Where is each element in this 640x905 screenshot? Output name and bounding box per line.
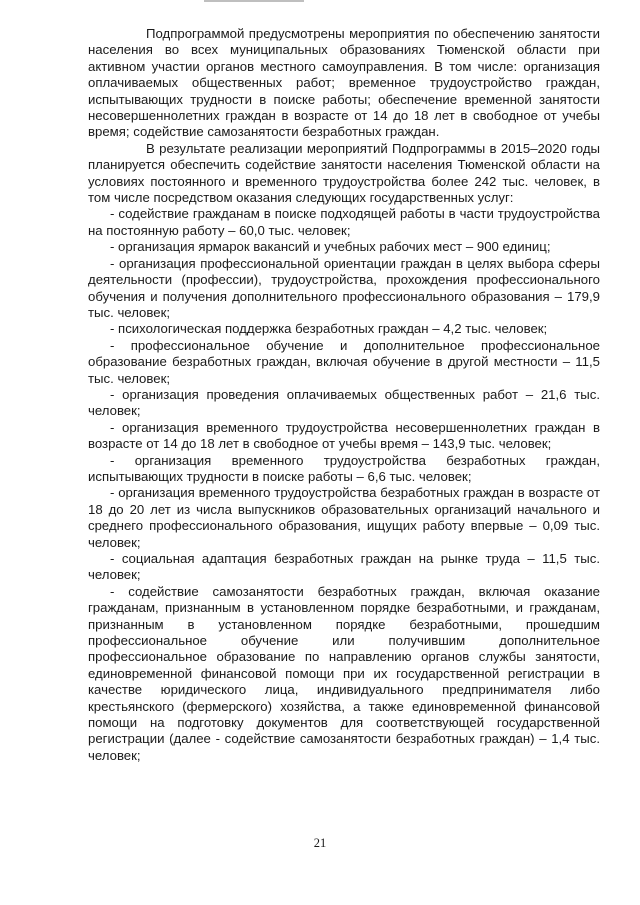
- list-item: - содействие гражданам в поиске подходящей работы в части трудоустройства на постоянную работу – 60,0 тыс. человек;: [88, 206, 600, 238]
- document-body: [88, 26, 600, 764]
- results-paragraph: В результате реализации мероприятий Подпрограммы в 2015–2020 годы планируется обеспечить содействие занятости населения Тюменской области на условиях постоянного и временного трудоустройства более 242 тыс. человек, в том числе посредством оказания следующих государственных услуг:: [88, 140, 600, 206]
- list-item: - профессиональное обучение и дополнительное профессиональное образование безработных граждан, включая обучение в другой местности – 11,5 тыс. человек;: [88, 337, 600, 386]
- list-item: - содействие самозанятости безработных граждан, включая оказание гражданам, признанным в установленном порядке безработными, и гражданам, признанным в установленном порядке безработными, прошедшим профессиональное обучение или получившим дополнительное профессиональное образование по направлению органов службы занятости, единовременной финансовой помощи при их государственной регистрации в качестве юридического лица, индивидуального предпринимателя либо крестьянского (фермерского) хозяйства, а также единовременной финансовой помощи на подготовку документов для соответствующей государственной регистрации (далее - содействие самозанятости безработных граждан) – 1,4 тыс. человек;: [88, 583, 600, 763]
- list-item: - организация временного трудоустройства безработных граждан, испытывающих трудности в поиске работы – 6,6 тыс. человек;: [88, 452, 600, 484]
- page-number: 21: [313, 836, 327, 850]
- list-item: - организация проведения оплачиваемых общественных работ – 21,6 тыс. человек;: [88, 386, 600, 419]
- list-item: - организация временного трудоустройства безработных граждан в возрасте от 18 до 20 лет из числа выпускников образовательных организаций начального и среднего профессионального образования, ищущих работу впервые – 0,09 тыс. человек;: [88, 485, 600, 550]
- intro-paragraph: Подпрограммой предусмотрены мероприятия по обеспечению занятости населения во всех муниципальных образованиях Тюменской области при активном участии органов местного самоуправления. В том числе: организация оплачиваемых общественных работ; временное трудоустройство граждан, испытывающих трудности в поиске работы; обеспечение временной занятости несовершеннолетних граждан в возрасте от 14 до 18 лет в свободное от учебы время; содействие самозанятости безработных граждан.: [88, 26, 600, 140]
- list-item: - организация ярмарок вакансий и учебных рабочих мест – 900 единиц;: [110, 239, 551, 255]
- list-item: - социальная адаптация безработных граждан на рынке труда – 11,5 тыс. человек;: [88, 551, 600, 583]
- list-item: - психологическая поддержка безработных граждан – 4,2 тыс. человек;: [110, 321, 548, 337]
- list-item: - организация профессиональной ориентации граждан в целях выбора сферы деятельности (профессии), трудоустройства, прохождения профессионального обучения и получения дополнительного профессионального образования – 179,9 тыс. человек;: [88, 255, 600, 320]
- scan-edge-mark: [204, 0, 304, 2]
- list-item: - организация временного трудоустройства несовершеннолетних граждан в возрасте от 14 до 18 лет в свободное от учебы время – 143,9 тыс. человек;: [88, 419, 600, 452]
